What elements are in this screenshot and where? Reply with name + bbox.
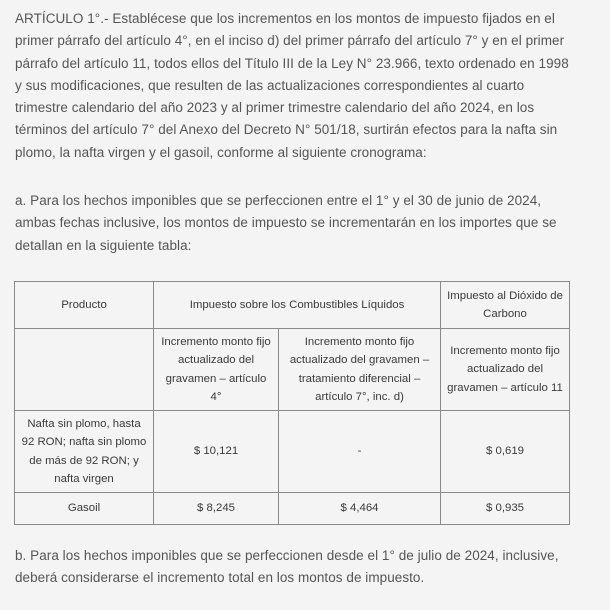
producto-cell: Gasoil [15,493,154,525]
subheader-articulo-11: Incremento monto fijo actualizado del gravamen – artículo 11 [441,329,570,411]
impuestos-table [14,281,570,525]
inciso-a-paragraph: a. Para los hechos imponibles que se perfeccionen entre el 1° y el 30 de junio de 2024, ambas fechas inclusive, los montos de impuesto se incrementarán en los importes que se detallan en la siguiente tabla: [15,193,557,253]
table-row [15,493,570,525]
articulo-4-value: $ 10,121 [154,411,279,493]
subheader-empty-cell [15,329,154,411]
table-subheader-row [15,329,570,411]
articulo-7-value: - [279,411,441,493]
table-header-row [15,282,570,329]
articulo-paragraph: ARTÍCULO 1°.- Establécese que los incrementos en los montos de impuesto fijados en el primer párrafo del artículo 4°, en el inciso d) del primer párrafo del artículo 7° y en el primer párrafo del artículo 11, todos ellos del Título III de la Ley N° 23.966, texto ordenado en 1998 y sus modificaciones, que resulten de las actualizaciones correspondientes al cuarto trimestre calendario del año 2023 y al primer trimestre calendario del año 2024, en los términos del artículo 7° del Anexo del Decreto N° 501/18, surtirán efectos para la nafta sin plomo, la nafta virgen y el gasoil, conforme al siguiente cronograma: [15,11,569,160]
inciso-b-paragraph: b. Para los hechos imponibles que se perfeccionen desde el 1° de julio de 2024, inclusive, deberá considerarse el incremento total en los montos de impuesto. [15,548,559,586]
producto-cell: Nafta sin plomo, hasta 92 RON; nafta sin plomo de más de 92 RON; y nafta virgen [15,411,154,493]
articulo-4-value: $ 8,245 [154,493,279,525]
header-producto: Producto [15,282,154,329]
articulo-11-value: $ 0,619 [441,411,570,493]
articulo-7-value: $ 4,464 [279,493,441,525]
header-combustibles-liquidos: Impuesto sobre los Combustibles Líquidos [154,282,441,329]
header-dioxido-carbono: Impuesto al Dióxido de Carbono [441,282,570,329]
table-row [15,411,570,493]
subheader-articulo-7: Incremento monto fijo actualizado del gravamen – tratamiento diferencial – artículo 7°, inc. d) [279,329,441,411]
subheader-articulo-4: Incremento monto fijo actualizado del gravamen – artículo 4° [154,329,279,411]
articulo-11-value: $ 0,935 [441,493,570,525]
